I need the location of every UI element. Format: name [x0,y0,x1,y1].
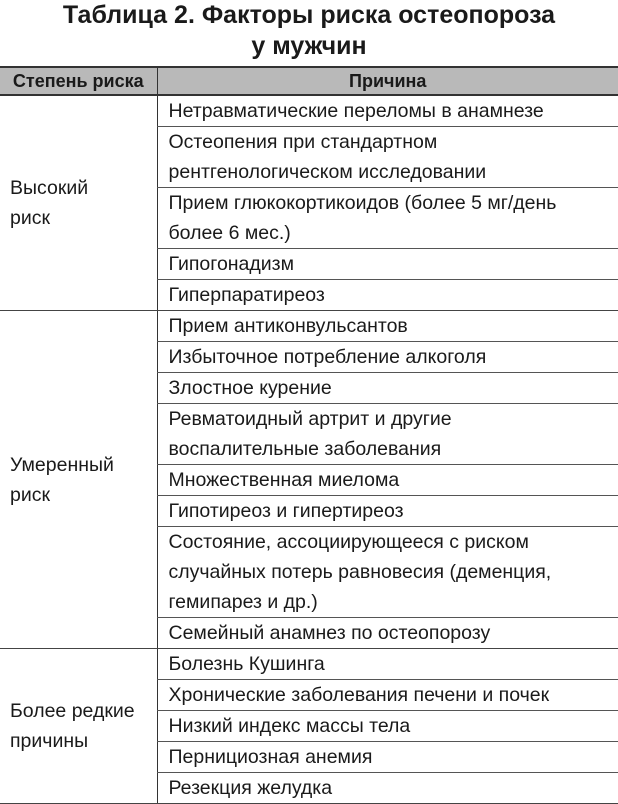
table-row [0,311,618,342]
header-risk-level: Степень риска [0,67,157,95]
table-header-row [0,67,618,95]
risk-factors-table [0,66,618,804]
risk-level-cell [0,311,157,649]
cause-cell [157,618,618,649]
title-line-1: Таблица 2. Факторы риска остеопороза [0,0,618,31]
cause-line: Гипотиреоз и гипертиреоз [169,496,618,526]
cause-cell [157,95,618,127]
risk-level-cell [0,649,157,804]
cause-cell [157,527,618,618]
cause-line: Резекция желудка [169,773,618,803]
cause-line: Остеопения при стандартном [169,127,618,157]
cause-line: Болезнь Кушинга [169,649,618,679]
risk-level-line: Умеренный [10,450,157,480]
cause-cell [157,680,618,711]
cause-cell [157,711,618,742]
cause-cell [157,496,618,527]
cause-cell [157,188,618,249]
risk-level-line: Более редкие [10,696,157,726]
cause-line: гемипарез и др.) [169,587,618,617]
cause-cell [157,311,618,342]
cause-line: Гиперпаратиреоз [169,280,618,310]
cause-line: Избыточное потребление алкоголя [169,342,618,372]
cause-cell [157,649,618,680]
cause-line: Ревматоидный артрит и другие [169,404,618,434]
risk-level-line: Высокий [10,173,157,203]
cause-cell [157,249,618,280]
cause-cell [157,404,618,465]
cause-line: Низкий индекс массы тела [169,711,618,741]
cause-cell [157,742,618,773]
table-title [0,0,618,62]
cause-cell [157,373,618,404]
header-cause: Причина [157,67,618,95]
cause-cell [157,127,618,188]
cause-line: Гипогонадизм [169,249,618,279]
risk-level-line: риск [10,480,157,510]
cause-line: Пернициозная анемия [169,742,618,772]
cause-cell [157,280,618,311]
cause-line: Прием глюкокортикоидов (более 5 мг/день [169,188,618,218]
cause-line: Хронические заболевания печени и почек [169,680,618,710]
cause-line: Семейный анамнез по остеопорозу [169,618,618,648]
risk-level-cell [0,95,157,311]
cause-line: более 6 мес.) [169,218,618,248]
title-line-2: у мужчин [0,31,618,62]
cause-line: Множественная миелома [169,465,618,495]
risk-level-line: причины [10,726,157,756]
cause-line: Злостное курение [169,373,618,403]
risk-level-line: риск [10,203,157,233]
table-row [0,649,618,680]
table-body [0,95,618,804]
cause-cell [157,465,618,496]
cause-line: Прием антиконвульсантов [169,311,618,341]
cause-line: Нетравматические переломы в анамнезе [169,96,618,126]
table-row [0,95,618,127]
cause-line: Состояние, ассоциирующееся с риском [169,527,618,557]
cause-cell [157,773,618,804]
cause-line: воспалительные заболевания [169,434,618,464]
cause-cell [157,342,618,373]
cause-line: рентгенологическом исследовании [169,157,618,187]
cause-line: случайных потерь равновесия (деменция, [169,557,618,587]
